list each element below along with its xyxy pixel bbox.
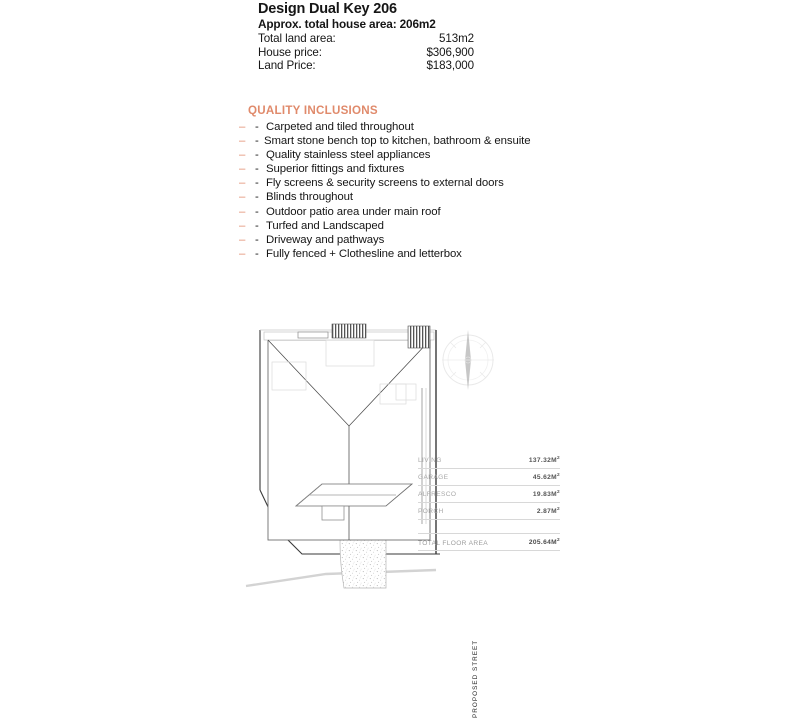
inclusions-heading: QUALITY INCLUSIONS: [248, 104, 378, 117]
compass-rose-icon: [442, 330, 494, 390]
inclusion-text: Carpeted and tiled throughout: [266, 121, 414, 133]
inclusion-item: [237, 176, 567, 190]
area-total-row: [418, 533, 560, 550]
page-title: Design Dual Key 206: [258, 1, 397, 17]
header-block: [258, 2, 558, 73]
inclusions-section: [237, 104, 567, 261]
area-row-value: [516, 533, 560, 550]
area-row-label: GARAGE: [418, 468, 516, 485]
bullet-dash-outer: –: [239, 177, 246, 190]
area-value-number: 137.32M: [528, 457, 557, 465]
inclusion-text: Outdoor patio area under main roof: [266, 205, 441, 218]
spec-row: [258, 32, 474, 46]
inclusion-item: [237, 120, 567, 134]
spec-label: Land Price:: [258, 59, 316, 73]
spacer-cell: [418, 519, 560, 533]
area-row-value: [516, 485, 560, 502]
bullet-dash-outer: –: [239, 149, 246, 162]
bullet-dash-inner: -: [255, 191, 259, 204]
area-value-unit: 2: [557, 456, 560, 462]
area-row: [418, 468, 560, 485]
area-row: [418, 502, 560, 519]
area-schedule-table: [418, 452, 560, 551]
inclusion-item: [237, 190, 567, 204]
inclusion-text: Driveway and pathways: [266, 233, 385, 246]
bullet-dash-outer: –: [239, 135, 246, 148]
inclusion-text: Fully fenced + Clothesline and letterbox: [266, 247, 462, 260]
area-row-label: PORCH: [418, 502, 516, 519]
bullet-dash-inner: -: [255, 163, 259, 176]
inclusion-text: Turfed and Landscaped: [266, 219, 384, 232]
bullet-dash-outer: –: [239, 121, 246, 133]
spec-row: [258, 46, 474, 60]
house-footprint: [264, 332, 434, 540]
area-row-value: [516, 452, 560, 468]
area-row-value: [516, 468, 560, 485]
bullet-dash-outer: –: [239, 247, 246, 260]
spec-label: House price:: [258, 45, 322, 59]
bullet-dash-inner: -: [255, 149, 259, 162]
spec-table: [258, 32, 474, 73]
spec-value: 513m2: [439, 32, 474, 45]
spec-value: $183,000: [426, 59, 474, 73]
inclusion-item: [237, 148, 567, 162]
spec-value: $306,900: [426, 45, 474, 59]
area-row-value: [516, 502, 560, 519]
area-row: [418, 452, 560, 468]
bullet-dash-outer: –: [239, 191, 246, 204]
area-value-number: 19.83M: [532, 491, 557, 499]
area-row-label: LIVING: [418, 452, 516, 468]
area-value-unit: 2: [557, 538, 560, 544]
bullet-dash-inner: -: [255, 121, 259, 133]
bullet-dash-outer: –: [239, 205, 246, 218]
inclusion-text: Smart stone bench top to kitchen, bathroom & ensuite: [264, 135, 531, 148]
inclusion-text: Quality stainless steel appliances: [266, 149, 431, 162]
area-value-unit: 2: [557, 507, 560, 513]
area-row: [418, 485, 560, 502]
inclusions-list: [237, 120, 567, 261]
bullet-dash-inner: -: [255, 233, 259, 246]
page-subtitle: Approx. total house area: 206m2: [258, 17, 436, 31]
area-table-spacer: [418, 519, 560, 533]
bullet-dash-inner: -: [255, 247, 259, 260]
bullet-dash-inner: -: [255, 135, 259, 148]
inclusion-text: Superior fittings and fixtures: [266, 163, 405, 176]
spec-row: [258, 59, 474, 73]
bullet-dash-inner: -: [255, 205, 259, 218]
spec-label: Total land area:: [258, 32, 336, 45]
area-row-label: ALFRESCO: [418, 485, 516, 502]
area-value-unit: 2: [557, 473, 560, 479]
area-value-number: 205.64M: [528, 539, 557, 547]
area-value-number: 45.62M: [532, 474, 557, 482]
inclusion-item: [237, 233, 567, 247]
bullet-dash-inner: -: [255, 177, 259, 190]
inclusion-item: [237, 134, 567, 148]
area-value-number: 2.87M: [536, 508, 557, 516]
inclusion-item: [237, 247, 567, 261]
bullet-dash-outer: –: [239, 163, 246, 176]
inclusion-item: [237, 162, 567, 176]
inclusion-item: [237, 205, 567, 219]
proposed-street-label: PROPOSED STREET: [472, 639, 479, 718]
inclusion-item: [237, 219, 567, 233]
bullet-dash-outer: –: [239, 233, 246, 246]
area-row-label: TOTAL FLOOR AREA: [418, 533, 516, 550]
bullet-dash-outer: –: [239, 219, 246, 232]
bullet-dash-inner: -: [255, 219, 259, 232]
area-value-unit: 2: [557, 490, 560, 496]
inclusion-text: Fly screens & security screens to external doors: [266, 177, 504, 190]
inclusion-text: Blinds throughout: [266, 191, 353, 204]
